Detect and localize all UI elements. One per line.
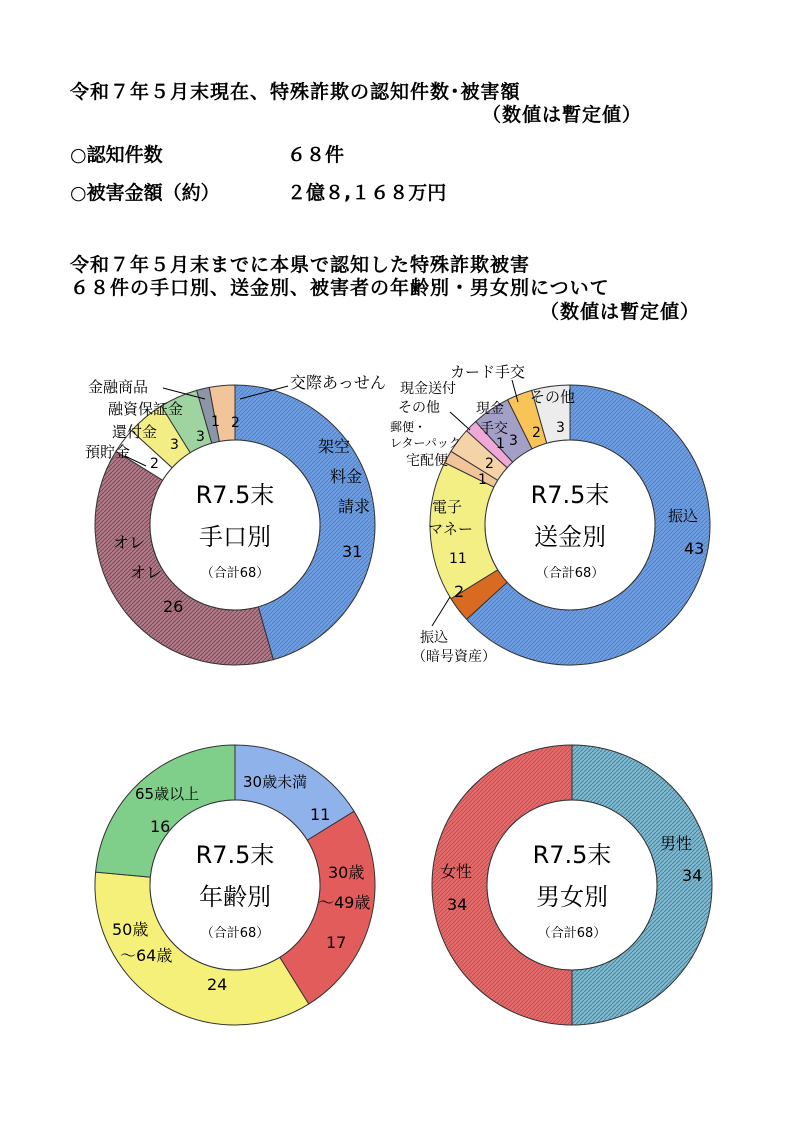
slice-label-0-2: 預貯金 [85, 443, 131, 461]
slice-value-1-7: 2 [532, 425, 541, 441]
breakdown-line2: ６８件の手口別、送金別、被害者の年齢別・男女別について [70, 277, 610, 299]
slice-label-1-7: カード手交 [450, 363, 526, 381]
slice-label-1-6: 現金 [476, 401, 504, 417]
count-label: ○認知件数 [70, 144, 163, 166]
chart-title-3: R7.5末 [532, 841, 612, 869]
chart-total-3: （合計68） [537, 926, 607, 941]
summary-note: （数値は暫定値） [482, 104, 643, 126]
slice-value-1-4: 2 [485, 456, 494, 472]
slice-label-3-1: 女性 [440, 862, 473, 881]
slice-value-0-0: 31 [342, 542, 363, 561]
slice-label-1-0: 振込 [668, 507, 699, 525]
slice-value-2-0: 11 [310, 805, 331, 824]
slice-value-1-1: 2 [454, 582, 465, 601]
slice-label-1-1: （暗号資産） [412, 649, 496, 665]
slice-label-1-8: その他 [530, 388, 576, 406]
slice-label-0-4: 融資保証金 [108, 400, 184, 418]
slice-label-2-2: ～64歳 [120, 946, 173, 965]
slice-value-1-6: 3 [509, 433, 518, 449]
slice-value-0-1: 26 [163, 597, 184, 616]
slice-value-1-8: 3 [556, 420, 565, 436]
slice-label-1-2: 電子 [432, 498, 463, 516]
slice-value-0-5: 1 [211, 414, 220, 430]
slice-label-1-3: 宅配便 [406, 453, 448, 469]
donut-chart-0 [85, 373, 386, 665]
slice-label-3-0: 男性 [660, 834, 693, 853]
chart-title-0: R7.5末 [195, 481, 275, 509]
slice-value-3-1: 34 [447, 895, 468, 914]
chart-title-2: R7.5末 [195, 841, 275, 869]
slice-label-0-0: 請求 [338, 497, 371, 516]
chart-subtitle-3: 男女別 [536, 883, 608, 911]
slice-value-2-3: 16 [150, 817, 171, 836]
slice-value-0-2: 2 [150, 456, 159, 472]
chart-total-2: （合計68） [200, 926, 270, 941]
donut-chart-2 [95, 745, 375, 1025]
slice-label-2-3: 65歳以上 [135, 785, 200, 803]
slice-value-1-3: 1 [478, 472, 487, 488]
slice-value-2-2: 24 [207, 975, 228, 994]
chart-subtitle-2: 年齢別 [199, 883, 271, 911]
slice-label-1-5: 現金送付 [400, 381, 456, 397]
summary-title: 令和７年５月末現在、特殊詐欺の認知件数･被害額 [70, 81, 521, 103]
slice-value-0-4: 3 [196, 429, 205, 445]
damage-label: ○被害金額（約） [70, 182, 220, 204]
leader-line-1-5 [450, 412, 470, 430]
chart-total-0: （合計68） [200, 566, 270, 581]
breakdown-line1: 令和７年５月末までに本県で認知した特殊詐欺被害 [70, 254, 531, 276]
slice-value-1-5: 1 [496, 436, 505, 452]
slice-label-1-2: マネー [428, 520, 474, 538]
chart-title-1: R7.5末 [530, 481, 610, 509]
slice-label-1-4: 郵便・ [390, 420, 427, 434]
slice-label-0-5: 金融商品 [88, 378, 149, 396]
slice-label-0-1: オレ [113, 533, 146, 552]
slice-label-2-0: 30歳未満 [243, 773, 308, 791]
slice-value-1-0: 43 [684, 539, 705, 558]
chart-subtitle-1: 送金別 [534, 523, 606, 551]
slice-value-0-3: 3 [170, 437, 179, 453]
count-value: ６８件 [287, 144, 345, 166]
slice-label-1-1: 振込 [420, 630, 448, 646]
slice-label-0-0: 架空 [318, 437, 351, 456]
slice-label-2-1: ～49歳 [318, 893, 371, 912]
slice-value-1-2: 11 [449, 551, 467, 567]
donut-chart-1 [390, 363, 710, 665]
slice-label-1-5: その他 [398, 400, 440, 416]
breakdown-note: （数値は暫定値） [540, 301, 701, 323]
slice-label-0-6: 交際あっせん [290, 373, 386, 392]
slice-value-3-0: 34 [682, 866, 703, 885]
chart-subtitle-0: 手口別 [199, 523, 271, 551]
damage-value: ２億８,１６８万円 [287, 182, 447, 204]
slice-label-1-4: レターパック [390, 436, 461, 450]
slice-label-1-6: 手交 [480, 421, 508, 437]
leader-line-1-1 [432, 597, 450, 626]
slice-label-2-2: 50歳 [112, 920, 149, 939]
donut-chart-3 [432, 745, 712, 1025]
slice-value-2-1: 17 [326, 933, 347, 952]
slice-label-0-0: 料金 [330, 467, 363, 486]
slice-label-2-1: 30歳 [328, 863, 365, 882]
slice-label-0-3: 還付金 [112, 423, 158, 441]
slice-label-0-1: オレ [130, 563, 163, 582]
chart-total-1: （合計68） [535, 566, 605, 581]
slice-value-0-6: 2 [231, 415, 240, 431]
